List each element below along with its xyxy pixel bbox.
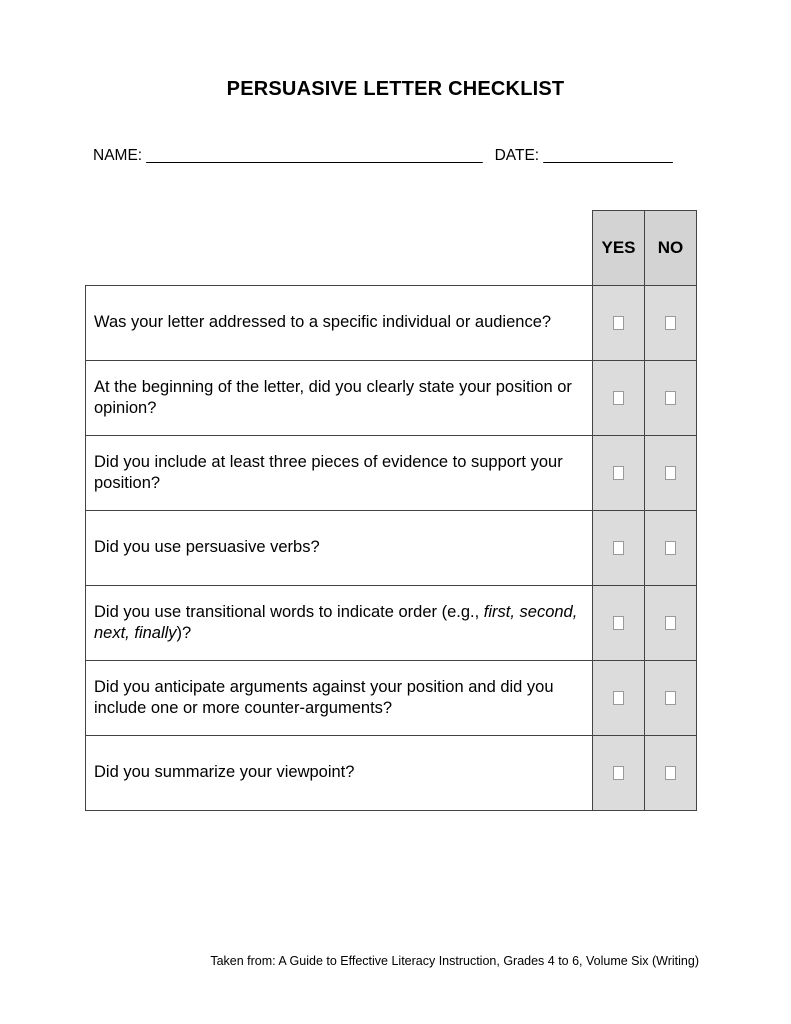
- yes-checkbox[interactable]: [613, 316, 624, 330]
- no-checkbox[interactable]: [665, 391, 676, 405]
- question-text: Did you include at least three pieces of evidence to support your position?: [86, 436, 593, 511]
- yes-cell: [593, 436, 645, 511]
- question-text: Was your letter addressed to a specific individual or audience?: [86, 286, 593, 361]
- table-row: [86, 661, 697, 736]
- name-field[interactable]: NAME: _______________________________________: [93, 147, 483, 164]
- no-checkbox[interactable]: [665, 541, 676, 555]
- no-checkbox[interactable]: [665, 466, 676, 480]
- yes-cell: [593, 361, 645, 436]
- question-text-italic: first, second, next, finally: [94, 602, 578, 642]
- yes-checkbox[interactable]: [613, 766, 624, 780]
- no-cell: [645, 436, 697, 511]
- no-checkbox[interactable]: [665, 691, 676, 705]
- column-header-no: NO: [645, 211, 697, 286]
- yes-cell: [593, 511, 645, 586]
- table-row: [86, 361, 697, 436]
- table-row: [86, 286, 697, 361]
- no-checkbox[interactable]: [665, 766, 676, 780]
- yes-checkbox[interactable]: [613, 616, 624, 630]
- no-checkbox[interactable]: [665, 616, 676, 630]
- no-cell: [645, 586, 697, 661]
- question-text: Did you use persuasive verbs?: [86, 511, 593, 586]
- no-checkbox[interactable]: [665, 316, 676, 330]
- yes-checkbox[interactable]: [613, 466, 624, 480]
- no-cell: [645, 511, 697, 586]
- question-text: Did you summarize your viewpoint?: [86, 736, 593, 811]
- table-row: [86, 511, 697, 586]
- column-header-yes: YES: [593, 211, 645, 286]
- question-text: At the beginning of the letter, did you clearly state your position or opinion?: [86, 361, 593, 436]
- source-citation: Taken from: A Guide to Effective Literacy Instruction, Grades 4 to 6, Volume Six (Writing): [210, 954, 699, 968]
- question-text: [86, 586, 593, 661]
- question-text-start: Did you use transitional words to indicate order (e.g.,: [94, 602, 484, 621]
- question-text: Did you anticipate arguments against your position and did you include one or more counter-arguments?: [86, 661, 593, 736]
- checklist-table: [85, 210, 697, 811]
- yes-checkbox[interactable]: [613, 541, 624, 555]
- table-header-row: [86, 211, 697, 286]
- no-cell: [645, 286, 697, 361]
- yes-cell: [593, 286, 645, 361]
- no-cell: [645, 736, 697, 811]
- no-cell: [645, 661, 697, 736]
- date-field[interactable]: DATE: _______________: [494, 147, 673, 164]
- yes-checkbox[interactable]: [613, 691, 624, 705]
- name-date-row: [93, 147, 673, 165]
- table-row: [86, 736, 697, 811]
- yes-cell: [593, 736, 645, 811]
- yes-cell: [593, 661, 645, 736]
- header-spacer: [86, 211, 593, 286]
- no-cell: [645, 361, 697, 436]
- question-text-end: )?: [176, 624, 192, 642]
- yes-checkbox[interactable]: [613, 391, 624, 405]
- page-title: PERSUASIVE LETTER CHECKLIST: [226, 78, 565, 100]
- table-row: [86, 586, 697, 661]
- yes-cell: [593, 586, 645, 661]
- table-row: [86, 436, 697, 511]
